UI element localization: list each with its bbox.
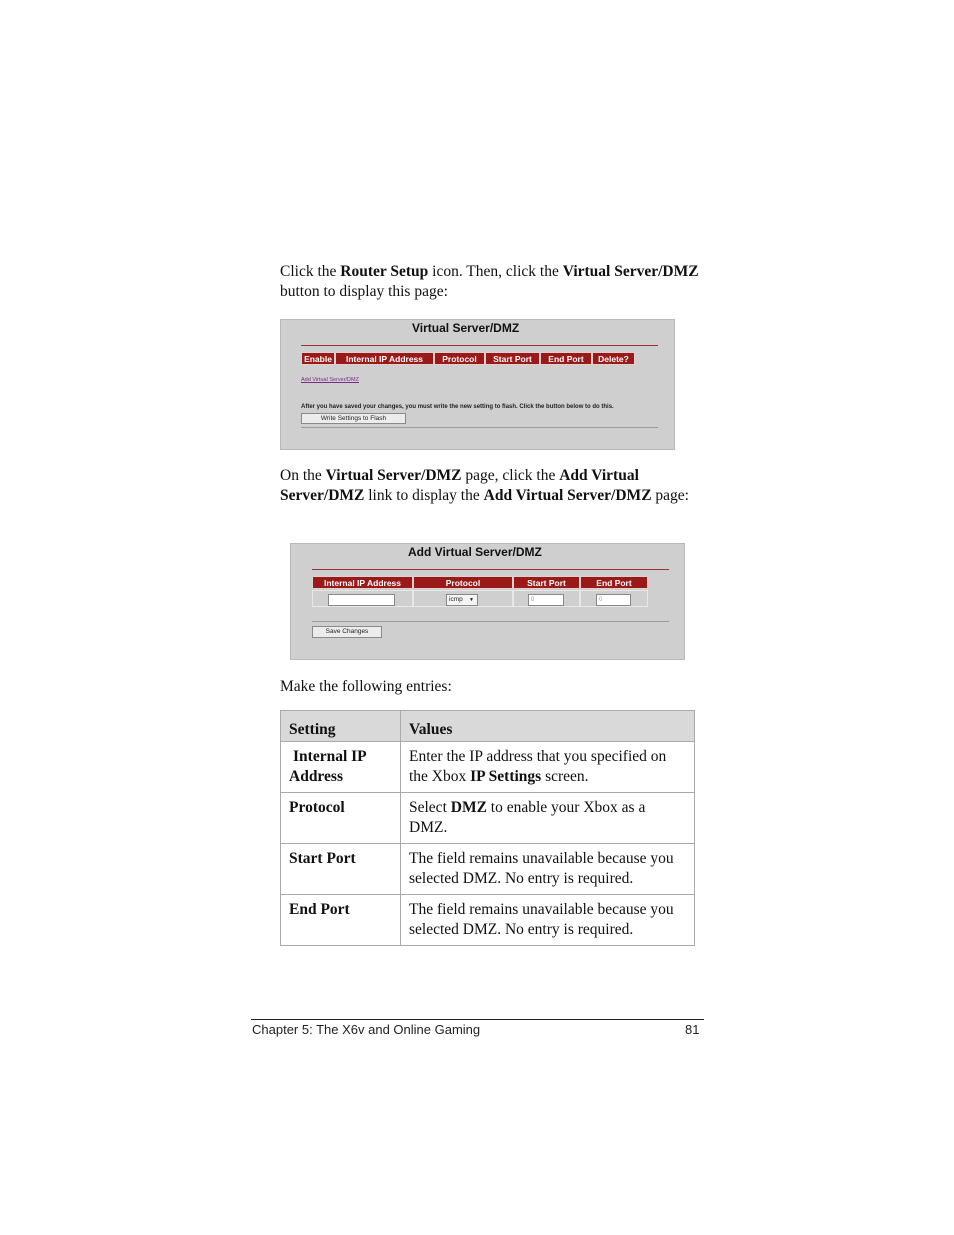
chevron-down-icon: ▼ xyxy=(469,597,474,603)
text: page: xyxy=(651,486,689,504)
text: Click the xyxy=(280,263,341,280)
setting-label: Internal IP Address xyxy=(289,748,366,785)
header-end-port: End Port xyxy=(540,352,592,365)
text: On the xyxy=(280,467,326,484)
header-setting: Setting xyxy=(281,711,401,742)
divider xyxy=(301,427,658,428)
intro-paragraph-3: Make the following entries: xyxy=(280,678,452,695)
table-row xyxy=(281,895,695,946)
add-virtual-server-link[interactable]: Add Virtual Server/DMZ xyxy=(301,377,359,383)
bold-text: Virtual Server/DMZ xyxy=(562,263,699,280)
value-cell xyxy=(401,793,695,844)
header-internal-ip: Internal IP Address xyxy=(312,576,413,589)
screenshot-add-virtual-server xyxy=(290,543,685,660)
header-start-port: Start Port xyxy=(485,352,540,365)
text: page, click the xyxy=(461,467,560,484)
header-protocol: Protocol xyxy=(413,576,513,589)
settings-table xyxy=(280,710,695,946)
text: Select xyxy=(409,799,451,816)
header-enable: Enable xyxy=(301,352,335,365)
table-header xyxy=(312,576,648,589)
divider xyxy=(312,621,669,622)
value-cell xyxy=(401,742,695,793)
table-row xyxy=(281,844,695,895)
internal-ip-input[interactable] xyxy=(328,594,395,606)
end-port-input[interactable]: 0 xyxy=(596,594,631,606)
text: link to display the xyxy=(364,486,484,504)
footer-divider xyxy=(251,1019,704,1020)
header-internal-ip: Internal IP Address xyxy=(335,352,434,365)
text: icon. Then, click the xyxy=(428,263,563,280)
save-changes-button[interactable]: Save Changes xyxy=(312,626,382,638)
setting-cell xyxy=(281,742,401,793)
bold-text: Virtual Server/DMZ xyxy=(325,467,462,484)
table-row xyxy=(281,793,695,844)
footer-chapter: Chapter 5: The X6v and Online Gaming xyxy=(252,1022,481,1037)
table-header-row xyxy=(281,711,695,742)
setting-cell: End Port xyxy=(281,895,401,946)
intro-paragraph-1 xyxy=(280,262,700,301)
intro-paragraph-2 xyxy=(280,466,700,505)
table-header xyxy=(301,352,635,365)
bold-text: Router Setup xyxy=(340,263,429,280)
page-number: 81 xyxy=(685,1022,700,1037)
divider xyxy=(301,345,658,346)
header-start-port: Start Port xyxy=(513,576,580,589)
value-cell: The field remains unavailable because you selected DMZ. No entry is required. xyxy=(401,895,695,946)
table-row xyxy=(281,742,695,793)
screenshot-title: Add Virtual Server/DMZ xyxy=(408,545,542,559)
header-protocol: Protocol xyxy=(434,352,485,365)
screenshot-title: Virtual Server/DMZ xyxy=(412,321,520,335)
text: to enable your Xbox as a DMZ. xyxy=(409,799,646,836)
text: screen. xyxy=(541,767,589,785)
header-end-port: End Port xyxy=(580,576,648,589)
value-cell: The field remains unavailable because you selected DMZ. No entry is required. xyxy=(401,844,695,895)
header-values: Values xyxy=(401,711,695,742)
text: button to display this page: xyxy=(280,282,448,300)
protocol-value: icmp xyxy=(449,596,463,603)
text: Enter the IP address that you specified on the Xbox xyxy=(409,748,667,785)
bold-text: Add Virtual Server/DMZ xyxy=(483,486,652,504)
bold-text: Add Virtual Server/DMZ xyxy=(280,467,639,504)
divider xyxy=(312,569,669,570)
start-port-input[interactable]: 0 xyxy=(528,594,564,606)
flash-note: After you have saved your changes, you must write the new setting to flash. Click the button below to do this. xyxy=(301,404,614,410)
setting-cell: Protocol xyxy=(281,793,401,844)
bold-text: DMZ xyxy=(450,799,487,816)
protocol-select[interactable] xyxy=(446,594,478,606)
write-settings-button[interactable]: Write Settings to Flash xyxy=(301,413,406,424)
screenshot-virtual-server xyxy=(280,319,675,450)
setting-cell: Start Port xyxy=(281,844,401,895)
header-delete: Delete? xyxy=(592,352,635,365)
bold-text: IP Settings xyxy=(470,767,542,785)
